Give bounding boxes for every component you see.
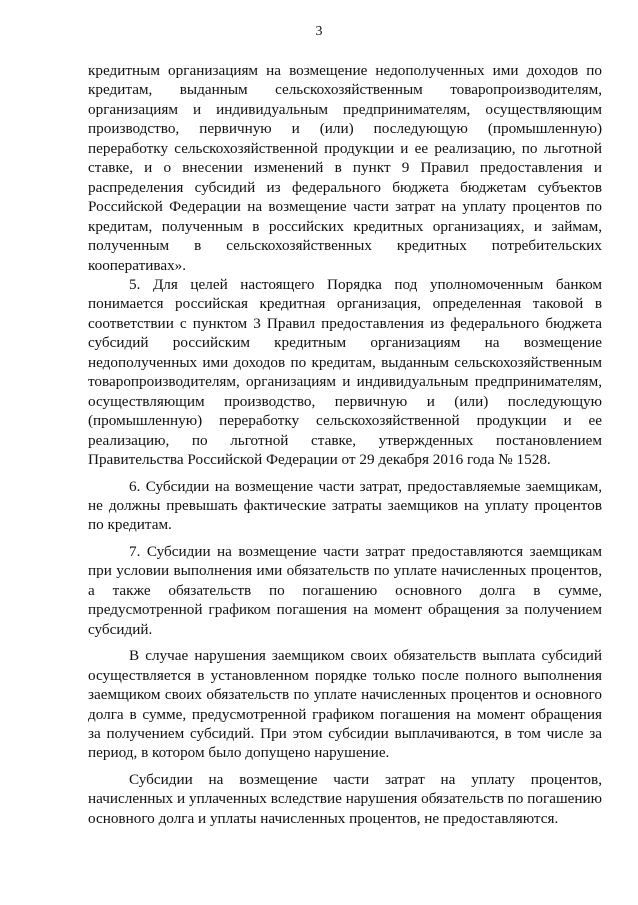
paragraph-subsidies-not-granted: Субсидии на возмещение части затрат на уплату процентов, начисленных и уплаченных вследствие нарушения обязательств по погашению основного долга и уплаты начисленных процентов, не предоставляются. xyxy=(88,770,602,827)
paragraph-violation-case: В случае нарушения заемщиком своих обязательств выплата субсидий осуществляется в установленном порядке только после полного выполнения заемщиком своих обязательств по уплате начисленных процентов и основного долга в сумме, предусмотренной графиком погашения на момент обращения за получением субсидий. При этом субсидии выплачиваются, в том числе за период, в котором было допущено нарушение. xyxy=(88,647,602,762)
page-number: 3 xyxy=(315,24,323,39)
document-body xyxy=(88,61,602,828)
paragraph-item-5: 5. Для целей настоящего Порядка под уполномоченным банком понимается российская кредитная организация, определенная таковой в соответствии с пунктом 3 Правил предоставления из федерального бюджета субсидий российским кредитным организациям на возмещение недополученных ими доходов по кредитам, выданным сельскохозяйственным товаропроизводителям, организациям и индивидуальным предпринимателям, осуществляющим производство, первичную и (или) последующую (промышленную) переработку сельскохозяйственной продукции и ее реализацию, по льготной ставке, утвержденных постановлением Правительства Российской Федерации от 29 декабря 2016 года № 1528. xyxy=(88,275,602,469)
paragraph-item-6: 6. Субсидии на возмещение части затрат, предоставляемые заемщикам, не должны превышать фактические затраты заемщиков на уплату процентов по кредитам. xyxy=(88,477,602,534)
paragraph-item-7: 7. Субсидии на возмещение части затрат предоставляются заемщикам при условии выполнения ими обязательств по уплате начисленных процентов, а также обязательств по погашению основного долга в сумме, предусмотренной графиком погашения на момент обращения за получением субсидий. xyxy=(88,542,602,638)
paragraph-continuation: кредитным организациям на возмещение недополученных ими доходов по кредитам, выданным сельскохозяйственным товаропроизводителям, организациям и индивидуальным предпринимателям, осуществляющим производство, первичную и (или) последующую (промышленную) переработку сельскохозяйственной продукции и ее реализацию, по льготной ставке, и о внесении изменений в пункт 9 Правил предоставления и распределения субсидий из федерального бюджета бюджетам субъектов Российской Федерации на возмещение части затрат на уплату процентов по кредитам, полученным в российских кредитных организациях, и займам, полученным в сельскохозяйственных кредитных потребительских кооперативах». xyxy=(88,62,602,274)
